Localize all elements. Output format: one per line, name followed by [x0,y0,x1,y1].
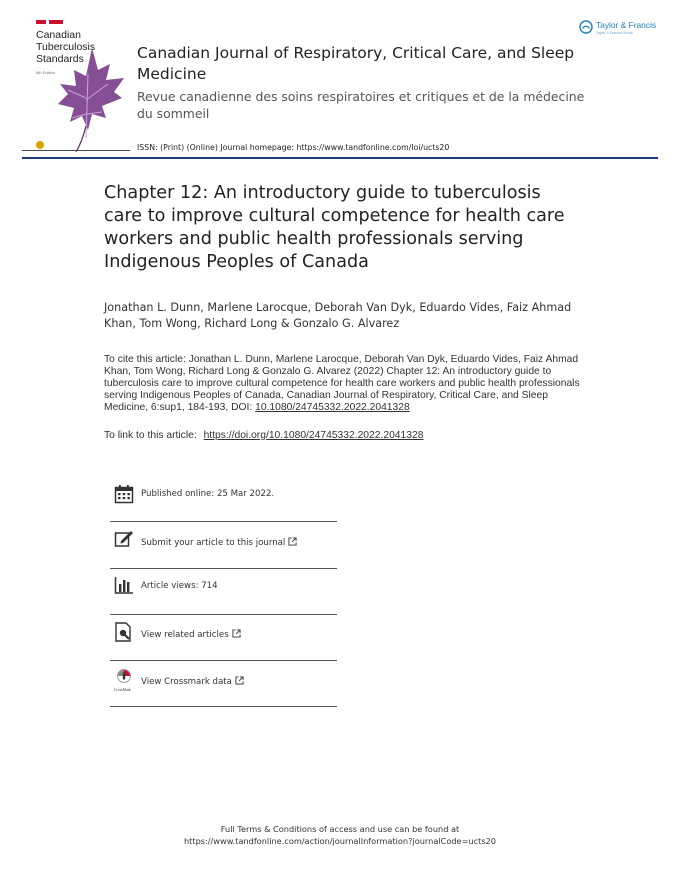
external-link-icon [232,629,241,638]
article-title: Chapter 12: An introductory guide to tuberculosis care to improve cultural competence for health care workers and public health professionals serving Indigenous Peoples of Canada [104,183,565,272]
publisher-logo[interactable] [578,18,664,40]
submit-article-label: Submit your article to this journal [141,538,286,548]
cover-title-line2: Tuberculosis [36,41,96,53]
bar-chart-icon [114,575,134,595]
article-doi-url[interactable]: https://doi.org/10.1080/24745332.2022.2041328 [203,430,424,441]
cite-label: To cite this article: [104,354,186,365]
issn-prefix: ISSN: (Print) (Online) Journal homepage: [137,143,297,152]
published-row [110,478,337,524]
header-divider [22,157,658,159]
external-link-icon [235,676,244,685]
journal-homepage-link[interactable]: https://www.tandfonline.com/loi/ucts20 [296,143,450,152]
views-row [110,571,337,617]
journal-title: Canadian Journal of Respiratory, Critical Care, and Sleep Medicine [137,44,575,83]
calendar-icon [114,484,134,504]
doi-link[interactable]: 10.1080/24745332.2022.2041328 [255,402,410,413]
cite-text: Jonathan L. Dunn, Marlene Larocque, Deborah Van Dyk, Eduardo Vides, Faiz Ahmad Khan, Tom Wong, Richard Long & Gonzalo G. Alvarez (2022) Chapter 12: An introductory guide to tuberculosis care to improve cultural competence for health care workers and public health professionals serving Indigenous Peoples of Canada, Canadian Journal of Respiratory, Critical Care, and Sleep Medicine, 6:sup1, 184-193, DOI: [104,354,580,413]
link-block [104,430,584,441]
crossmark-row[interactable] [110,663,337,709]
publisher-tagline: Taylor & Francis Group [596,31,633,35]
info-divider [110,568,337,569]
submit-article-link[interactable] [141,537,297,548]
crossmark-data-label: View Crossmark data [141,677,232,687]
info-divider [110,614,337,615]
document-search-icon [114,622,134,642]
citation-block [104,354,584,414]
crossmark-icon [114,668,134,688]
article-authors: Jonathan L. Dunn, Marlene Larocque, Deborah Van Dyk, Eduardo Vides, Faiz Ahmad Khan, Tom Wong, Richard Long & Gonzalo G. Alvarez [104,301,572,330]
publisher-name: Taylor & Francis [596,20,657,30]
crossmark-data-link[interactable] [141,676,244,687]
related-articles-label: View related articles [141,630,229,640]
terms-footer [0,823,680,847]
related-row[interactable] [110,617,337,663]
link-label: To link to this article: [104,430,200,441]
submit-row[interactable] [110,524,337,570]
footer-line1: Full Terms & Conditions of access and use can be found at [220,824,460,834]
issn-line [137,143,449,152]
article-views: Article views: 714 [141,581,218,591]
cover-title-line3: Standards [36,53,84,65]
crossmark-icon-label: CrossMark [114,688,131,692]
published-date: Published online: 25 Mar 2022. [141,489,275,499]
external-link-icon [288,537,297,546]
related-articles-link[interactable] [141,629,241,640]
info-divider [110,706,337,707]
info-divider [110,660,337,661]
publisher-logo-icon [579,20,593,34]
journal-subtitle: Revue canadienne des soins respiratoires et critiques et de la médecine du sommeil [137,89,585,121]
edit-icon [114,529,134,549]
journal-cover-image [22,18,130,154]
cover-edition: 8th Edition [36,70,55,75]
footer-terms-link[interactable]: https://www.tandfonline.com/action/journalInformation?journalCode=ucts20 [183,836,497,846]
cover-title-line1: Canadian [36,29,81,41]
info-divider [110,521,337,522]
